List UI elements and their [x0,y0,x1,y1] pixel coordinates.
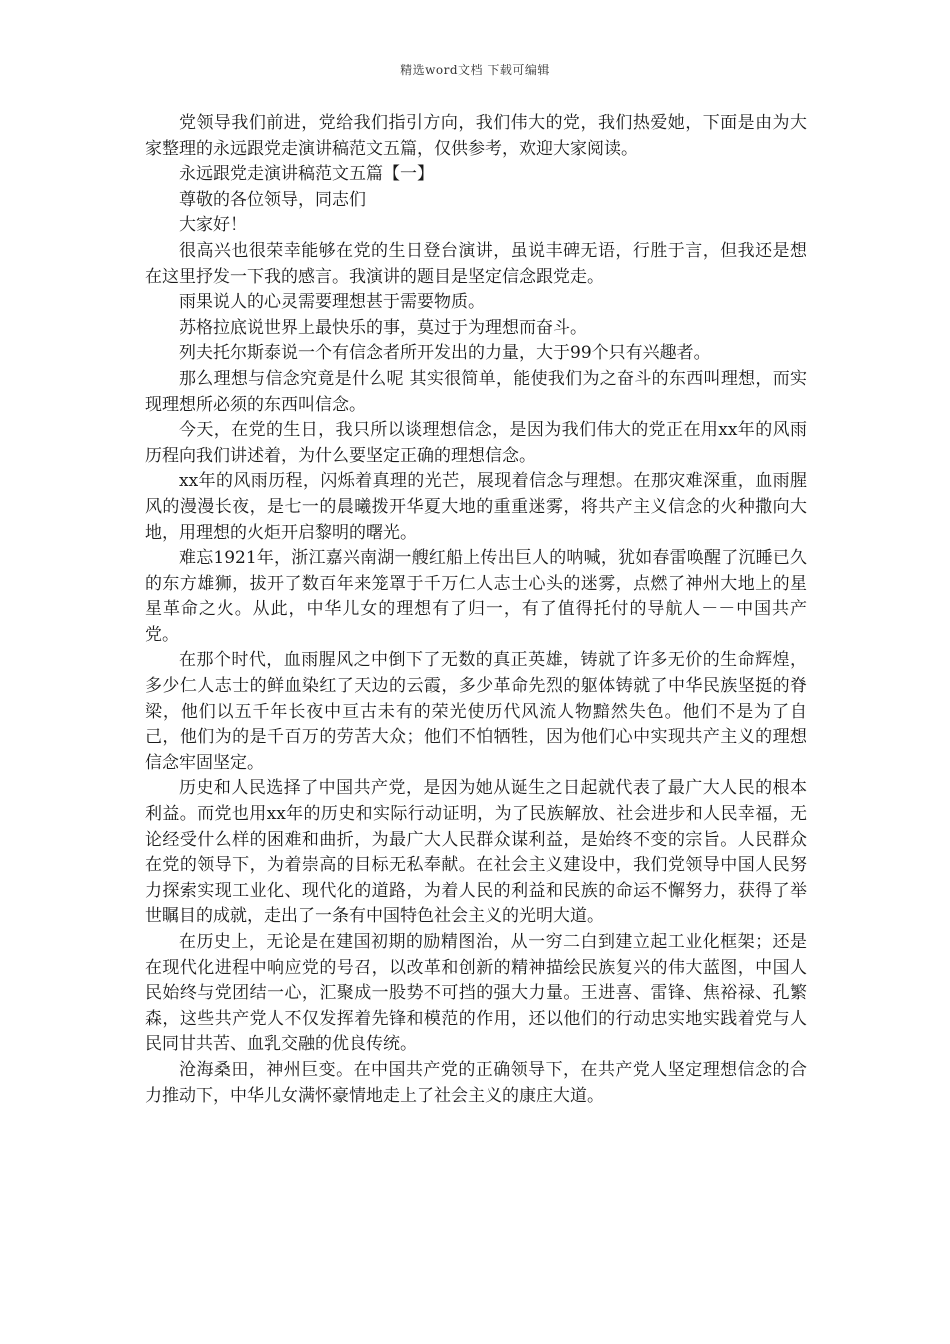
salutation: 尊敬的各位领导，同志们 [179,189,366,210]
paragraph: 苏格拉底说世界上最快乐的事，莫过于为理想而奋斗。 [179,317,587,338]
paragraph: 很高兴也很荣幸能够在党的生日登台演讲，虽说丰碑无语，行胜于言，但我还是想在这里抒发一下我的感言。我演讲的题目是坚定信念跟党走。 [145,240,807,287]
section-title: 永远跟党走演讲稿范文五篇【一】 [179,164,434,185]
paragraph: 那么理想与信念究竟是什么呢 其实很简单，能使我们为之奋斗的东西叫理想，而实现理想所必须的东西叫信念。 [145,368,807,415]
paragraph: 历史和人民选择了中国共产党，是因为她从诞生之日起就代表了最广大人民的根本利益。而党也用xx年的历史和实际行动证明，为了民族解放、社会进步和人民幸福，无论经受什么样的困难和曲折，为最广大人民群众谋利益，是始终不变的宗旨。人民群众在党的领导下，为着崇高的目标无私奉献。在社会主义建设中，我们党领导中国人民努力探索实现工业化、现代化的道路，为着人民的利益和民族的命运不懈努力，获得了举世瞩目的成就，走出了一条有中国特色社会主义的光明大道。 [145,778,807,927]
paragraph: 列夫托尔斯泰说一个有信念者所开发出的力量，大于99个只有兴趣者。 [179,343,711,364]
paragraph: 党领导我们前进，党给我们指引方向，我们伟大的党，我们热爱她，下面是由为大家整理的永远跟党走演讲稿范文五篇，仅供参考，欢迎大家阅读。 [145,113,807,159]
greeting: 大家好！ [179,215,247,236]
page-header: 精选word文档 下载可编辑 [400,63,550,77]
document-body [145,111,807,1109]
paragraph: xx年的风雨历程，闪烁着真理的光芒，展现着信念与理想。在那灾难深重，血雨腥风的漫漫长夜，是七一的晨曦拨开华夏大地的重重迷雾，将共产主义信念的火种撒向大地，用理想的火炬开启黎明的曙光。 [145,471,807,543]
paragraph: 沧海桑田，神州巨变。在中国共产党的正确领导下，在共产党人坚定理想信念的合力推动下，中华儿女满怀豪情地走上了社会主义的康庄大道。 [145,1059,807,1106]
paragraph: 在那个时代，血雨腥风之中倒下了无数的真正英雄，铸就了许多无价的生命辉煌，多少仁人志士的鲜血染红了天边的云霞，多少革命先烈的躯体铸就了中华民族坚挺的脊梁，他们以五千年长夜中亘古未有的荣光使历代风流人物黯然失色。他们不是为了自己，他们为的是千百万的劳苦大众；他们不怕牺牲，因为他们心中实现共产主义的理想信念牢固坚定。 [145,650,807,773]
paragraph: 雨果说人的心灵需要理想甚于需要物质。 [179,292,485,313]
paragraph: 难忘1921年，浙江嘉兴南湖一艘红船上传出巨人的呐喊，犹如春雷唤醒了沉睡已久的东方雄狮，拔开了数百年来笼罩于千万仁人志士心头的迷雾，点燃了神州大地上的星星革命之火。从此，中华儿女的理想有了归一，有了值得托付的导航人－－中国共产党。 [145,548,807,645]
paragraph: 在历史上，无论是在建国初期的励精图治，从一穷二白到建立起工业化框架；还是在现代化进程中响应党的号召，以改革和创新的精神描绘民族复兴的伟大蓝图，中国人民始终与党团结一心，汇聚成一股势不可挡的强大力量。王进喜、雷锋、焦裕禄、孔繁森，这些共产党人不仅发挥着先锋和模范的作用，还以他们的行动忠实地实践着党与人民同甘共苦、血乳交融的优良传统。 [145,932,807,1055]
paragraph: 今天，在党的生日，我只所以谈理想信念，是因为我们伟大的党正在用xx年的风雨历程向我们讲述着，为什么要坚定正确的理想信念。 [145,420,807,466]
